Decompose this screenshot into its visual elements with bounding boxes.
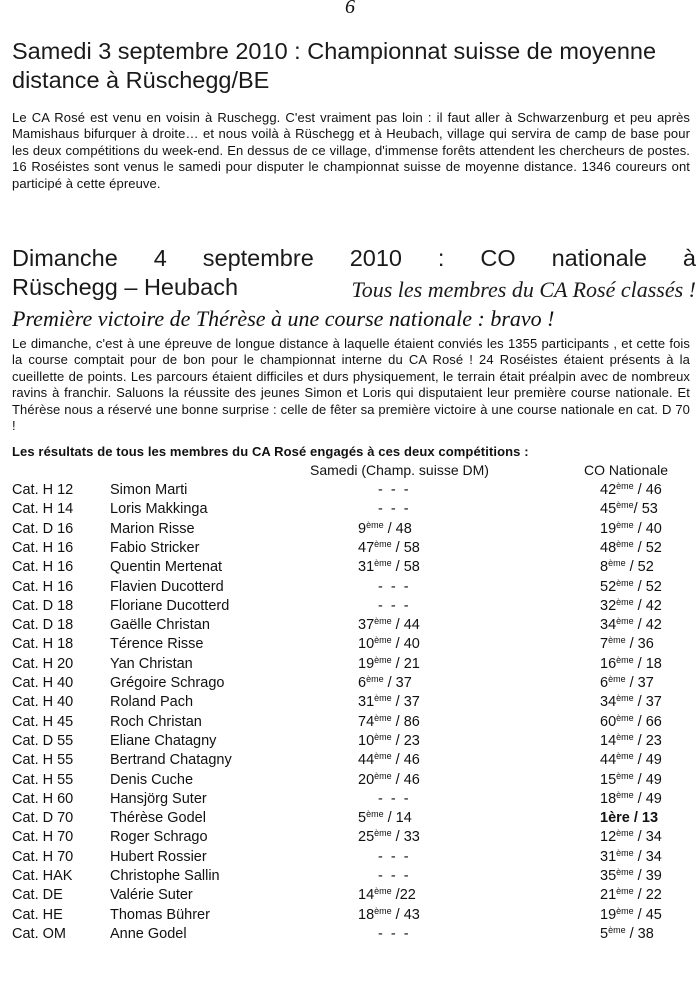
co-rank: 12 (600, 829, 617, 846)
samedi-total: / 46 (391, 752, 420, 769)
samedi-total: / 14 (383, 810, 412, 827)
category-cell: Cat. H 45 (12, 713, 74, 730)
co-nationale-result-cell (600, 791, 692, 807)
runner-name-cell: Floriane Ducotterd (110, 597, 230, 614)
samedi-total: / 43 (391, 906, 420, 923)
samedi-total: / 58 (391, 539, 420, 556)
co-nationale-result-cell (600, 579, 692, 595)
samedi-result-cell (378, 868, 468, 884)
results-heading: Les résultats de tous les membres du CA Rosé engagés à ces deux compétitions : (12, 444, 529, 459)
co-nationale-result-cell (600, 501, 692, 517)
runner-name-cell: Eliane Chatagny (110, 732, 217, 749)
runner-name-cell: Simon Marti (110, 482, 188, 498)
samedi-rank-suffix: ème (366, 519, 384, 530)
co-rank-suffix: ème (616, 828, 634, 839)
co-nationale-result-cell (600, 926, 692, 942)
category-cell: Cat. H 16 (12, 559, 74, 576)
category-cell: Cat. H 20 (12, 655, 74, 672)
samedi-result-cell (378, 579, 468, 595)
co-total: / 18 (633, 655, 662, 672)
runner-name-cell: Loris Makkinga (110, 501, 208, 518)
co-rank-suffix: ème (608, 635, 626, 646)
co-total: / 46 (633, 482, 662, 498)
table-row (12, 769, 692, 788)
co-rank-suffix: ème (616, 538, 634, 549)
samedi-total: / 46 (391, 771, 420, 788)
co-rank: 42 (600, 482, 617, 498)
co-rank-suffix: ème (616, 847, 634, 858)
samedi-rank-suffix: ème (374, 886, 392, 897)
co-rank: 32 (600, 597, 617, 614)
co-nationale-result-cell (600, 714, 692, 730)
co-rank: 44 (600, 752, 617, 769)
co-rank-suffix: ème (608, 558, 626, 569)
section2-title-place: Rüschegg – Heubach (12, 274, 239, 300)
samedi-rank: 25 (358, 829, 375, 846)
samedi-total: - - - (378, 482, 411, 498)
co-rank-suffix: ème (616, 654, 634, 665)
samedi-total: / 48 (383, 520, 412, 537)
runner-name-cell: Roch Christan (110, 713, 202, 730)
samedi-result-cell (358, 559, 448, 575)
table-row (12, 904, 692, 923)
co-total: / 66 (633, 713, 662, 730)
co-rank-suffix: ème (616, 770, 634, 781)
section2-script-inline: Tous les membres du CA Rosé classés ! (351, 277, 696, 302)
table-row (12, 653, 692, 672)
section2-script-line: Première victoire de Thérèse à une course nationale : bravo ! (12, 306, 555, 331)
samedi-result-cell (358, 617, 448, 633)
samedi-rank: 14 (358, 887, 375, 904)
co-nationale-result-cell (600, 733, 692, 749)
samedi-rank-suffix: ème (374, 693, 392, 704)
co-total: / 22 (633, 887, 662, 904)
co-rank: 31 (600, 848, 617, 865)
table-row (12, 498, 692, 517)
samedi-rank-suffix: ème (374, 731, 392, 742)
co-total: / 34 (633, 848, 662, 865)
table-row (12, 614, 692, 633)
samedi-rank: 20 (358, 771, 375, 788)
runner-name-cell: Anne Godel (110, 925, 187, 942)
runner-name-cell: Thérèse Godel (110, 810, 206, 827)
co-rank: 34 (600, 694, 617, 711)
co-total: / 38 (625, 925, 654, 942)
table-row (12, 479, 692, 498)
co-nationale-result-cell (600, 829, 692, 845)
samedi-rank: 5 (358, 810, 367, 827)
samedi-total: / 23 (391, 732, 420, 749)
co-total: / 39 (633, 868, 662, 884)
co-rank-suffix: ème (616, 905, 634, 916)
samedi-result-cell (378, 926, 468, 942)
category-cell: Cat. H 40 (12, 694, 74, 711)
co-rank: 1ère / 13 (600, 810, 659, 827)
co-rank-suffix: ème (616, 596, 634, 607)
samedi-rank-suffix: ème (374, 770, 392, 781)
category-cell: Cat. D 16 (12, 520, 74, 537)
co-total: / 42 (633, 597, 662, 614)
table-row (12, 730, 692, 749)
runner-name-cell: Denis Cuche (110, 771, 194, 788)
samedi-result-cell (378, 482, 468, 498)
category-cell: Cat. H 16 (12, 578, 74, 595)
table-row (12, 556, 692, 575)
co-nationale-result-cell (600, 598, 692, 614)
samedi-result-cell (378, 849, 468, 865)
co-rank: 19 (600, 520, 617, 537)
co-total: / 52 (633, 578, 662, 595)
co-nationale-result-cell (600, 482, 692, 498)
samedi-total: - - - (378, 925, 411, 942)
samedi-rank: 47 (358, 539, 375, 556)
co-rank: 52 (600, 578, 617, 595)
co-total: / 23 (633, 732, 662, 749)
co-nationale-result-cell (600, 656, 692, 672)
runner-name-cell: Quentin Mertenat (110, 559, 223, 576)
co-rank: 48 (600, 539, 617, 556)
samedi-total: - - - (378, 868, 411, 884)
runner-name-cell: Térence Risse (110, 636, 204, 653)
samedi-result-cell (378, 598, 468, 614)
co-rank-suffix: ème (616, 731, 634, 742)
samedi-rank: 31 (358, 559, 375, 576)
samedi-result-cell (378, 791, 468, 807)
category-cell: Cat. D 55 (12, 732, 74, 749)
samedi-total: - - - (378, 790, 411, 807)
samedi-rank: 19 (358, 655, 375, 672)
co-nationale-result-cell (600, 849, 692, 865)
runner-name-cell: Yan Christan (110, 655, 193, 672)
samedi-result-cell (358, 733, 448, 749)
runner-name-cell: Fabio Stricker (110, 539, 200, 556)
table-row (12, 711, 692, 730)
samedi-rank-suffix: ème (366, 809, 384, 820)
section1-title: Samedi 3 septembre 2010 : Championnat suisse de moyenne distance à Rüschegg/BE (12, 38, 657, 93)
category-cell: Cat. D 70 (12, 810, 74, 827)
samedi-total: / 40 (391, 636, 420, 653)
co-total: / 53 (633, 501, 658, 518)
table-row (12, 595, 692, 614)
co-rank-suffix: ème (616, 751, 634, 762)
samedi-rank-suffix: ème (374, 654, 392, 665)
samedi-result-cell (358, 694, 448, 710)
co-rank: 5 (600, 925, 609, 942)
co-rank: 16 (600, 655, 617, 672)
co-rank-suffix: ème (616, 616, 634, 627)
table-row (12, 846, 692, 865)
co-total: / 49 (633, 771, 662, 788)
co-rank-suffix: ème (616, 886, 634, 897)
table-row (12, 633, 692, 652)
co-rank: 14 (600, 732, 617, 749)
samedi-total: / 86 (391, 713, 420, 730)
category-cell: Cat. H 14 (12, 501, 74, 518)
co-rank: 35 (600, 868, 617, 884)
table-row (12, 518, 692, 537)
runner-name-cell: Grégoire Schrago (110, 675, 225, 691)
category-cell: Cat. HE (12, 906, 63, 923)
co-nationale-result-cell (600, 868, 692, 884)
samedi-result-cell (358, 752, 448, 768)
samedi-result-cell (358, 772, 448, 788)
samedi-rank: 37 (358, 617, 375, 634)
category-cell: Cat. H 16 (12, 539, 74, 556)
samedi-rank-suffix: ème (374, 905, 392, 916)
co-nationale-result-cell (600, 752, 692, 768)
table-row (12, 749, 692, 768)
samedi-rank-suffix: ème (374, 635, 392, 646)
samedi-rank-suffix: ème (374, 538, 392, 549)
runner-name-cell: Christophe Sallin (110, 868, 220, 884)
co-rank-suffix: ème (616, 577, 634, 588)
samedi-rank-suffix: ème (374, 558, 392, 569)
category-cell: Cat. DE (12, 887, 63, 904)
samedi-rank-suffix: ème (374, 712, 392, 723)
samedi-rank: 6 (358, 675, 367, 691)
section2-title-line2 (12, 273, 696, 304)
co-rank: 45 (600, 501, 617, 518)
co-total: / 49 (633, 752, 662, 769)
runner-name-cell: Roland Pach (110, 694, 194, 711)
table-row (12, 672, 692, 691)
runner-name-cell: Marion Risse (110, 520, 195, 537)
co-total: / 37 (625, 675, 654, 691)
category-cell: Cat. H 60 (12, 790, 74, 807)
samedi-total: / 37 (391, 694, 420, 711)
samedi-result-cell (358, 521, 448, 537)
samedi-total: - - - (378, 578, 411, 595)
table-row (12, 884, 692, 903)
samedi-total: - - - (378, 597, 411, 614)
co-rank-suffix: ème (616, 867, 634, 877)
co-rank: 7 (600, 636, 609, 653)
column-header-samedi: Samedi (Champ. suisse DM) (310, 462, 489, 478)
table-row (12, 788, 692, 807)
co-rank-suffix: ème (616, 500, 634, 511)
samedi-result-cell (358, 907, 448, 923)
samedi-rank: 74 (358, 713, 375, 730)
samedi-rank: 31 (358, 694, 375, 711)
category-cell: Cat. D 18 (12, 617, 74, 634)
category-cell: Cat. D 18 (12, 597, 74, 614)
co-total: / 45 (633, 906, 662, 923)
co-rank: 34 (600, 617, 617, 634)
co-total: / 49 (633, 790, 662, 807)
co-nationale-result-cell (600, 907, 692, 923)
samedi-total: / 58 (391, 559, 420, 576)
samedi-result-cell (358, 810, 448, 826)
samedi-total: - - - (378, 848, 411, 865)
samedi-rank: 9 (358, 520, 367, 537)
co-total: / 42 (633, 617, 662, 634)
section1-paragraph: Le CA Rosé est venu en voisin à Ruschegg. C'est vraiment pas loin : il faut aller à Schwarzenburg et peu après Mamishaus bifurquer à droite… et nous voilà à Rüschegg et à Heubach, village qui servira de camp de base pour les deux compétitions du week-end. En dessus de ce village, d'immense forêts attendent les chercheurs de postes. 16 Roséistes sont venus le samedi pour disputer le championnat suisse de moyenne distance. 1346 coureurs ont participé à cette épreuve. (12, 110, 690, 191)
co-rank-suffix: ème (608, 674, 626, 684)
samedi-rank: 10 (358, 636, 375, 653)
runner-name-cell: Bertrand Chatagny (110, 752, 232, 769)
category-cell: Cat. OM (12, 925, 66, 942)
samedi-rank-suffix: ème (374, 616, 392, 627)
co-rank-suffix: ème (608, 924, 626, 935)
co-nationale-result-cell (600, 694, 692, 710)
runner-name-cell: Gaëlle Christan (110, 617, 210, 634)
runner-name-cell: Hansjörg Suter (110, 790, 207, 807)
runner-name-cell: Thomas Bührer (110, 906, 210, 923)
co-rank: 60 (600, 713, 617, 730)
table-row (12, 576, 692, 595)
co-rank: 6 (600, 675, 609, 691)
samedi-result-cell (378, 501, 468, 517)
category-cell: Cat. H 55 (12, 752, 74, 769)
samedi-total: / 21 (391, 655, 420, 672)
samedi-result-cell (358, 540, 448, 556)
samedi-result-cell (358, 714, 448, 730)
samedi-total: /22 (391, 887, 416, 904)
co-nationale-result-cell (600, 559, 692, 575)
co-total: / 36 (625, 636, 654, 653)
co-rank-suffix: ème (616, 519, 634, 530)
column-header-co-nationale: CO Nationale (584, 462, 669, 478)
samedi-total: / 44 (391, 617, 420, 634)
co-rank-suffix: ème (616, 481, 634, 491)
samedi-total: / 33 (391, 829, 420, 846)
co-rank-suffix: ème (616, 789, 634, 800)
table-row (12, 865, 692, 884)
co-nationale-result-cell (600, 887, 692, 903)
runner-name-cell: Roger Schrago (110, 829, 208, 846)
table-row (12, 537, 692, 556)
samedi-rank-suffix: ème (374, 751, 392, 762)
samedi-total: - - - (378, 501, 411, 518)
category-cell: Cat. HAK (12, 868, 73, 884)
samedi-result-cell (358, 887, 448, 903)
samedi-result-cell (358, 636, 448, 652)
co-rank-suffix: ème (616, 712, 634, 723)
runner-name-cell: Valérie Suter (110, 887, 193, 904)
runner-name-cell: Hubert Rossier (110, 848, 207, 865)
category-cell: Cat. H 12 (12, 482, 74, 498)
samedi-rank: 18 (358, 906, 375, 923)
co-rank: 18 (600, 790, 617, 807)
section2-title-line1: Dimanche 4 septembre 2010 : CO nationale à (12, 245, 696, 271)
co-total: / 40 (633, 520, 662, 537)
category-cell: Cat. H 70 (12, 829, 74, 846)
co-rank: 21 (600, 887, 617, 904)
co-nationale-result-cell (600, 521, 692, 537)
co-nationale-result-cell (600, 810, 692, 826)
co-total: / 52 (633, 539, 662, 556)
samedi-result-cell (358, 675, 448, 691)
page-number: 6 (345, 0, 355, 18)
runner-name-cell: Flavien Ducotterd (110, 578, 224, 595)
co-nationale-result-cell (600, 617, 692, 633)
co-nationale-result-cell (600, 636, 692, 652)
co-rank: 8 (600, 559, 609, 576)
category-cell: Cat. H 55 (12, 771, 74, 788)
co-total: / 37 (633, 694, 662, 711)
table-row (12, 807, 692, 826)
co-total: / 52 (625, 559, 654, 576)
category-cell: Cat. H 70 (12, 848, 74, 865)
table-row (12, 691, 692, 710)
samedi-total: / 37 (383, 675, 412, 691)
co-total: / 34 (633, 829, 662, 846)
samedi-result-cell (358, 829, 448, 845)
samedi-rank-suffix: ème (374, 828, 392, 839)
co-rank: 19 (600, 906, 617, 923)
category-cell: Cat. H 18 (12, 636, 74, 653)
co-nationale-result-cell (600, 675, 692, 691)
samedi-rank: 10 (358, 732, 375, 749)
co-nationale-result-cell (600, 772, 692, 788)
co-nationale-result-cell (600, 540, 692, 556)
samedi-rank-suffix: ème (366, 674, 384, 684)
section2-paragraph: Le dimanche, c'est à une épreuve de longue distance à laquelle étaient conviés les 1355 participants , et cette fois la course comptait pour de bon pour le championnat interne du CA Rosé ! 24 Roséistes étaient présents à la cueillette de points. Les parcours étaient difficiles et durs physiquement, le terrain était préalpin avec de nombreux ravins à franchir. Saluons la réussite des jeunes Simon et Loris qui disputaient leur première course nationale. Et Thérèse nous a réservé une bonne surprise : celle de fêter sa première victoire à une course nationale en cat. D 70 ! (12, 336, 690, 434)
co-rank-suffix: ème (616, 693, 634, 704)
samedi-rank: 44 (358, 752, 375, 769)
co-rank: 15 (600, 771, 617, 788)
table-row (12, 826, 692, 845)
category-cell: Cat. H 40 (12, 675, 74, 691)
table-row (12, 923, 692, 942)
samedi-result-cell (358, 656, 448, 672)
